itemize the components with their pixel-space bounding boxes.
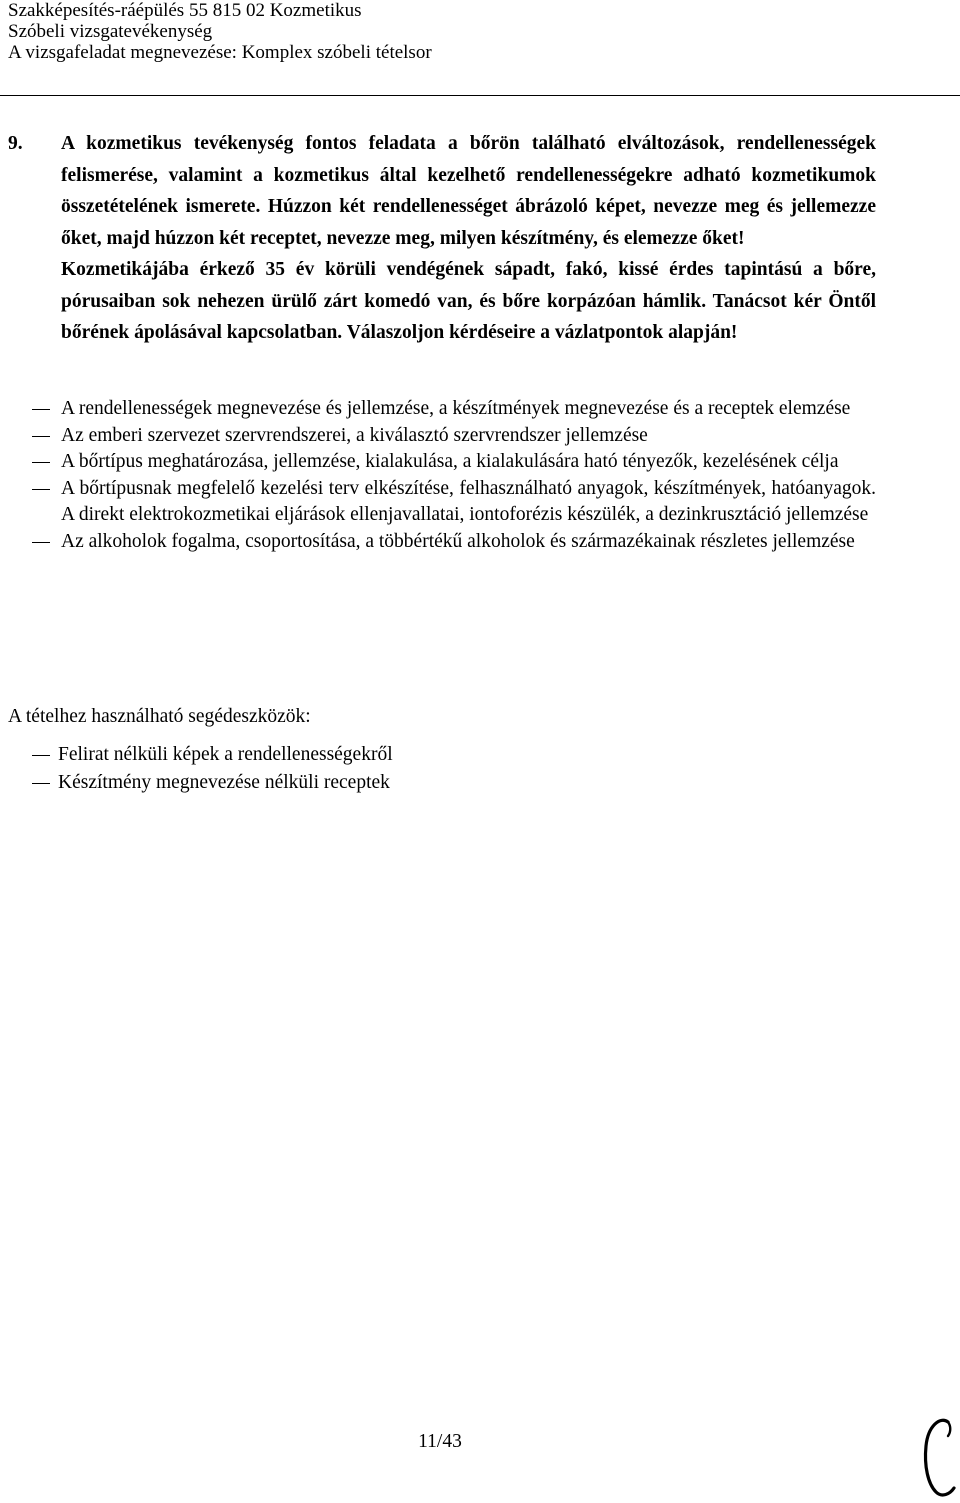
task-number: 9. <box>8 133 23 154</box>
list-item <box>32 449 876 476</box>
list-item <box>32 423 876 450</box>
list-item <box>32 396 876 423</box>
list-item <box>32 769 876 797</box>
list-item <box>32 476 876 529</box>
document-header <box>8 0 432 63</box>
dash-bullet-icon <box>32 436 50 437</box>
task-case: Kozmetikájába érkező 35 év körüli vendégének sápadt, fakó, kissé érdes tapintású a bőre, pórusaiban sok nehezen ürülő zárt komedó van, és bőre korpázóan hámlik. Tanácsot kér Öntől bőrének ápolásával kapcsolatban. Válaszoljon kérdéseire a vázlatpontok alapján! <box>61 259 876 343</box>
outline-text: A rendellenességek megnevezése és jellemzése, a készítmények megnevezése és a receptek elemzése <box>61 398 851 419</box>
aid-text: Készítmény megnevezése nélküli receptek <box>58 772 390 793</box>
page-number: 11/43 <box>418 1431 462 1452</box>
header-exam-activity: Szóbeli vizsgatevékenység <box>8 21 213 42</box>
header-qualification: Szakképesítés-ráépülés 55 815 02 Kozmetikus <box>8 0 362 21</box>
dash-bullet-icon <box>32 409 50 410</box>
outline-text: A bőrtípusnak megfelelő kezelési terv elkészítése, felhasználható anyagok, készítmények, hatóanyagok. A direkt elektrokozmetikai eljárások ellenjavallatai, iontoforézis készülék, a dezinkrusztáció jellemzése <box>61 477 876 525</box>
aids-list <box>32 741 876 797</box>
aid-text: Felirat nélküli képek a rendellenességekről <box>58 744 393 765</box>
outline-text: A bőrtípus meghatározása, jellemzése, kialakulása, a kialakulására ható tényezők, kezelésének célja <box>61 451 839 472</box>
dash-bullet-icon <box>32 462 50 463</box>
task-description: A kozmetikus tevékenység fontos feladata a bőrön található elváltozások, rendellenességek felismerése, valamint a kozmetikus által kezelhető rendellenességekre adható kozmetikumok összetételének ismerete. Húzzon két rendellenességet ábrázoló képet, nevezze meg és jellemezze őket, majd húzzon két receptet, nevezze meg, milyen készítmény, és elemezze őket! <box>61 133 876 249</box>
dash-bullet-icon <box>32 489 50 490</box>
task-block <box>8 128 876 349</box>
dash-bullet-icon <box>32 755 50 756</box>
outline-text: Az emberi szervezet szervrendszerei, a kiválasztó szervrendszer jellemzése <box>61 424 648 446</box>
task-body <box>61 128 876 349</box>
header-task-name: A vizsgafeladat megnevezése: Komplex szóbeli tételsor <box>8 42 432 63</box>
list-item <box>32 529 876 556</box>
list-item <box>32 741 876 769</box>
signature-mark <box>918 1412 958 1500</box>
outline-list <box>32 396 876 555</box>
header-divider <box>0 95 960 96</box>
outline-text: Az alkoholok fogalma, csoportosítása, a többértékű alkoholok és származékainak részletes jellemzése <box>61 530 855 552</box>
dash-bullet-icon <box>32 542 50 543</box>
dash-bullet-icon <box>32 783 50 784</box>
aids-title: A tételhez használható segédeszközök: <box>8 706 311 727</box>
